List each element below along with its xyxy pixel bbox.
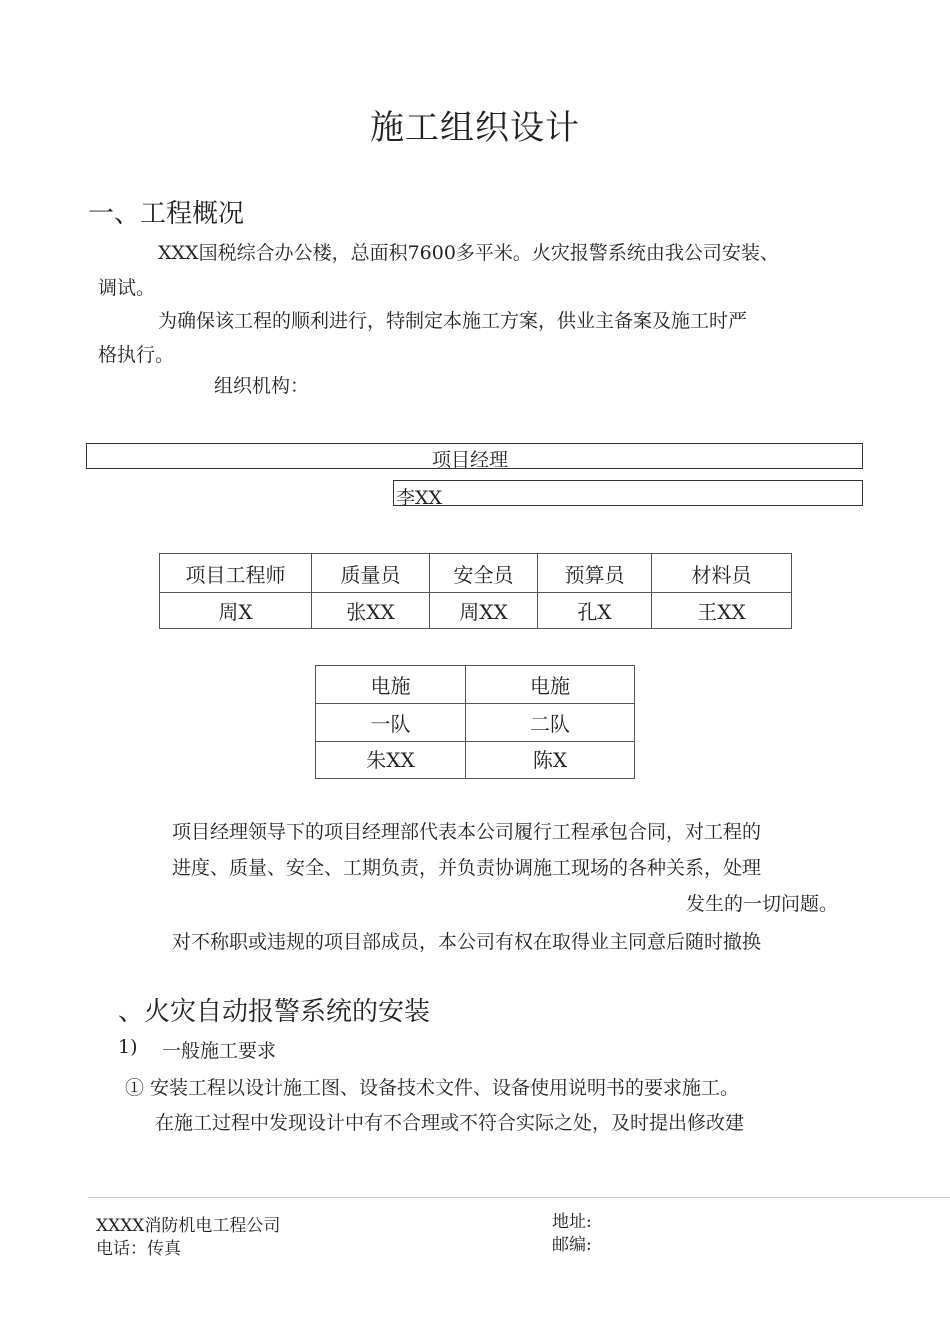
teams-cell: 电施 <box>466 666 635 704</box>
section-heading-overview: 一、工程概况 <box>88 199 245 229</box>
section-heading-fire-alarm: 、火灾自动报警系统的安装 <box>118 997 431 1027</box>
teams-cell: 一队 <box>316 704 466 742</box>
footer-divider <box>88 1197 950 1198</box>
teams-row <box>316 742 635 779</box>
overview-paragraph-2-line-1: 为确保该工程的顺利进行，特制定本施工方案，供业主备案及施工时严 <box>158 310 748 332</box>
staff-name-cell: 孔X <box>538 593 652 629</box>
teams-cell: 电施 <box>316 666 466 704</box>
staff-table <box>159 553 792 629</box>
staff-header-cell: 材料员 <box>652 554 792 593</box>
staff-header-cell: 安全员 <box>430 554 538 593</box>
requirement-item-line-1: ① 安装工程以设计施工图、设备技术文件、设备使用说明书的要求施工。 <box>125 1077 740 1099</box>
overview-paragraph-1-line-2: 调试。 <box>98 277 156 299</box>
body-line-1: 项目经理领导下的项目经理部代表本公司履行工程承包合同，对工程的 <box>172 821 762 843</box>
teams-cell: 朱XX <box>316 742 466 779</box>
teams-row <box>316 704 635 742</box>
staff-header-cell: 预算员 <box>538 554 652 593</box>
footer-postcode: 邮编: <box>552 1235 592 1255</box>
teams-cell: 陈X <box>466 742 635 779</box>
staff-name-cell: 周X <box>160 593 312 629</box>
teams-cell: 二队 <box>466 704 635 742</box>
subsection-number: 1) <box>118 1036 138 1058</box>
footer-company: XXXX消防机电工程公司 <box>96 1216 281 1236</box>
overview-paragraph-1-line-1: XXX国税综合办公楼，总面积7600多平米。火灾报警系统由我公司安装、 <box>158 242 779 264</box>
page-title: 施工组织设计 <box>370 108 580 148</box>
body-line-2: 进度、质量、安全、工期负责，并负责协调施工现场的各种关系，处理 <box>172 857 762 879</box>
staff-header-cell: 项目工程师 <box>160 554 312 593</box>
teams-table <box>315 665 635 779</box>
staff-name-cell: 王XX <box>652 593 792 629</box>
project-manager-title-box <box>86 443 863 469</box>
body-line-3: 发生的一切问题。 <box>686 893 839 915</box>
footer-phone: 电话：传真 <box>96 1239 181 1259</box>
project-manager-name-box <box>393 480 863 509</box>
requirement-item-line-2: 在施工过程中发现设计中有不合理或不符合实际之处，及时提出修改建 <box>155 1112 745 1134</box>
staff-header-cell: 质量员 <box>312 554 430 593</box>
overview-paragraph-2-line-2: 格执行。 <box>98 344 175 366</box>
staff-header-row <box>160 554 792 593</box>
footer-address: 地址: <box>552 1212 592 1232</box>
teams-row <box>316 666 635 704</box>
staff-name-cell: 张XX <box>312 593 430 629</box>
staff-name-cell: 周XX <box>430 593 538 629</box>
body-line-4: 对不称职或违规的项目部成员，本公司有权在取得业主同意后随时撤换 <box>172 931 762 953</box>
org-structure-label: 组织机构： <box>214 375 310 397</box>
staff-name-row <box>160 593 792 629</box>
subsection-title: 一般施工要求 <box>162 1040 277 1062</box>
project-manager-name: 李XX <box>396 487 443 509</box>
project-manager-title: 项目经理 <box>432 449 509 471</box>
